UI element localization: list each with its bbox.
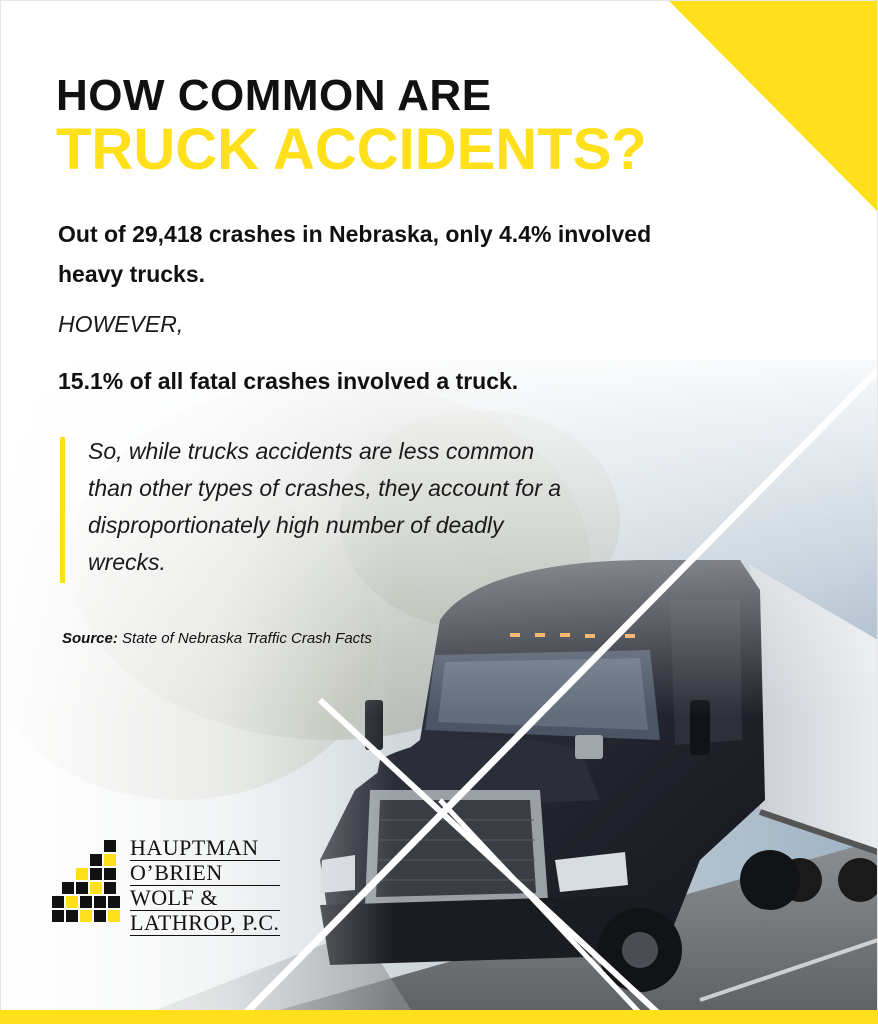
quote-accent-bar xyxy=(60,437,65,583)
bottom-accent-bar xyxy=(0,1010,878,1024)
logo-line-3: WOLF & xyxy=(130,886,280,911)
fatal-crash-stat: 15.1% of all fatal crashes involved a truck. xyxy=(58,368,519,394)
headline-line-1: HOW COMMON ARE xyxy=(56,71,492,120)
firm-logo-icon xyxy=(52,838,130,932)
summary-quote: So, while trucks accidents are less common than other types of crashes, they account for a disproportionately high number of deadly wrecks. xyxy=(88,438,562,575)
logo-line-4: LATHROP, P.C. xyxy=(130,910,280,935)
logo-line-2: O’BRIEN xyxy=(130,861,280,886)
however-text: HOWEVER, xyxy=(58,311,184,337)
firm-logo-text xyxy=(130,836,280,936)
source-citation xyxy=(62,630,372,647)
crash-stat: Out of 29,418 crashes in Nebraska, only 4.4% involved heavy trucks. xyxy=(58,221,652,287)
logo-line-1: HAUPTMAN xyxy=(130,836,280,861)
source-text: State of Nebraska Traffic Crash Facts xyxy=(122,630,372,647)
source-label: Source: xyxy=(62,630,118,647)
headline-line-2: TRUCK ACCIDENTS? xyxy=(56,117,647,182)
